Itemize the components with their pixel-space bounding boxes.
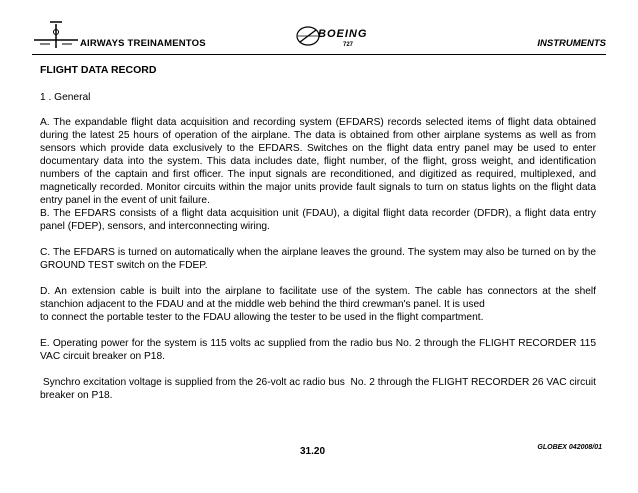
page-title: FLIGHT DATA RECORD — [40, 64, 157, 76]
company-name: AIRWAYS TREINAMENTOS — [80, 38, 206, 49]
page-header — [32, 18, 606, 55]
section-title: INSTRUMENTS — [537, 38, 606, 49]
paragraph-d: D. An extension cable is built into the airplane to facilitate use of the system. The cable has connectors at the shelf stanchion adjacent to the FDAU and at the middle web behind the third crewman's panel. It is used — [40, 286, 596, 310]
brand-wordmark: BOEING — [318, 28, 368, 40]
paragraph-b: B. The EFDARS consists of a flight data acquisition unit (FDAU), a digital flight data recorder (DFDR), a flight data entry panel (FDEP), sensors, and interconnecting wiring. — [40, 208, 596, 232]
page-number: 31.20 — [300, 446, 326, 457]
document-reference: GLOBEX 042008/01 — [537, 444, 602, 451]
paragraph-c: C. The EFDARS is turned on automatically when the airplane leaves the ground. The system may also be turned on by the GROUND TEST switch on the FDEP. — [40, 247, 596, 271]
paragraph-e: E. Operating power for the system is 115 volts ac supplied from the radio bus No. 2 through the FLIGHT RECORDER 115 VAC circuit breaker on P18. — [40, 338, 596, 362]
airplane-logo-icon — [32, 18, 82, 52]
subsection-heading: 1 . General — [40, 92, 91, 103]
document-body — [40, 64, 599, 402]
aircraft-model: 727 — [343, 42, 354, 48]
paragraph-f: Synchro excitation voltage is supplied from the 26-volt ac radio bus No. 2 through the FLIGHT RECORDER 26 VAC circuit breaker on P18. — [40, 377, 599, 401]
paragraph-a: A. The expandable flight data acquisition and recording system (EFDARS) records selected items of flight data obtained during the latest 25 hours of operation of the airplane. The data is obtained from other airplane systems as well as from sensors which provide data exclusively to the EFDARS. Switches on the flight data entry panel may be used to enter documentary data into the system. This data includes date, flight number, of the flight, gross weight, and identification numbers of the captain and first officer. The input signals are reconditioned, and digitized as required, multiplexed, and magnetically recorded. Monitor circuits within the major units provide fault signals to turn on status lights on the flight data entry panel in the event of unit failure. — [40, 117, 596, 206]
paragraph-d-continued: to connect the portable tester to the FDAU allowing the tester to be used in the flight compartment. — [40, 312, 484, 323]
